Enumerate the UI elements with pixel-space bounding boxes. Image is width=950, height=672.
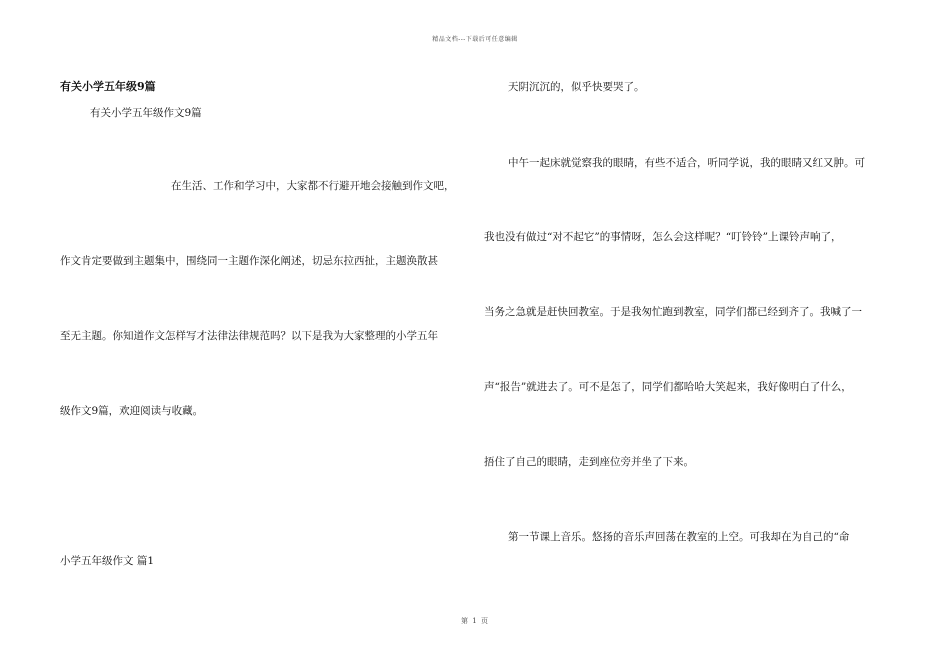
document-title: 有关小学五年级9篇	[60, 80, 156, 93]
paragraph-line: 作文肯定要做到主题集中，围绕同一主题作深化阐述，切忌东拉西扯，主题涣散甚	[60, 255, 438, 267]
paragraph-line: 第一节课上音乐。悠扬的音乐声回荡在教室的上空。可我却在为自己的“命	[508, 531, 850, 543]
header-note: 精品文档---下载后可任意编辑	[432, 36, 518, 43]
paragraph-line: 我也没有做过“对不起它”的事情呀，怎么会这样呢？“叮铃铃”上课铃声响了，	[484, 231, 842, 243]
paragraph-line: 当务之急就是赶快回教室。于是我匆忙跑到教室，同学们都已经到齐了。我喊了一	[484, 306, 862, 318]
page-number: 第 1 页	[461, 617, 489, 625]
document-subtitle: 有关小学五年级作文9篇	[90, 107, 202, 119]
paragraph-line: 在生活、工作和学习中，大家都不行避开地会接触到作文吧，	[171, 180, 455, 192]
section-heading: 小学五年级作文 篇1	[60, 555, 155, 567]
paragraph-line: 至无主题。你知道作文怎样写才法律法律规范吗？以下是我为大家整理的小学五年	[60, 330, 438, 342]
paragraph-line: 天阴沉沉的，似乎快要哭了。	[508, 81, 645, 93]
paragraph-line: 声“报告”就进去了。可不是怎了，同学们都哈哈大笑起来，我好像明白了什么，	[484, 381, 852, 393]
paragraph-line: 捂住了自己的眼睛，走到座位旁并坐了下来。	[484, 456, 694, 468]
paragraph-line: 级作文9篇，欢迎阅读与收藏。	[60, 405, 204, 417]
paragraph-line: 中午一起床就觉察我的眼睛，有些不适合，听同学说，我的眼睛又红又肿。可	[508, 157, 865, 169]
